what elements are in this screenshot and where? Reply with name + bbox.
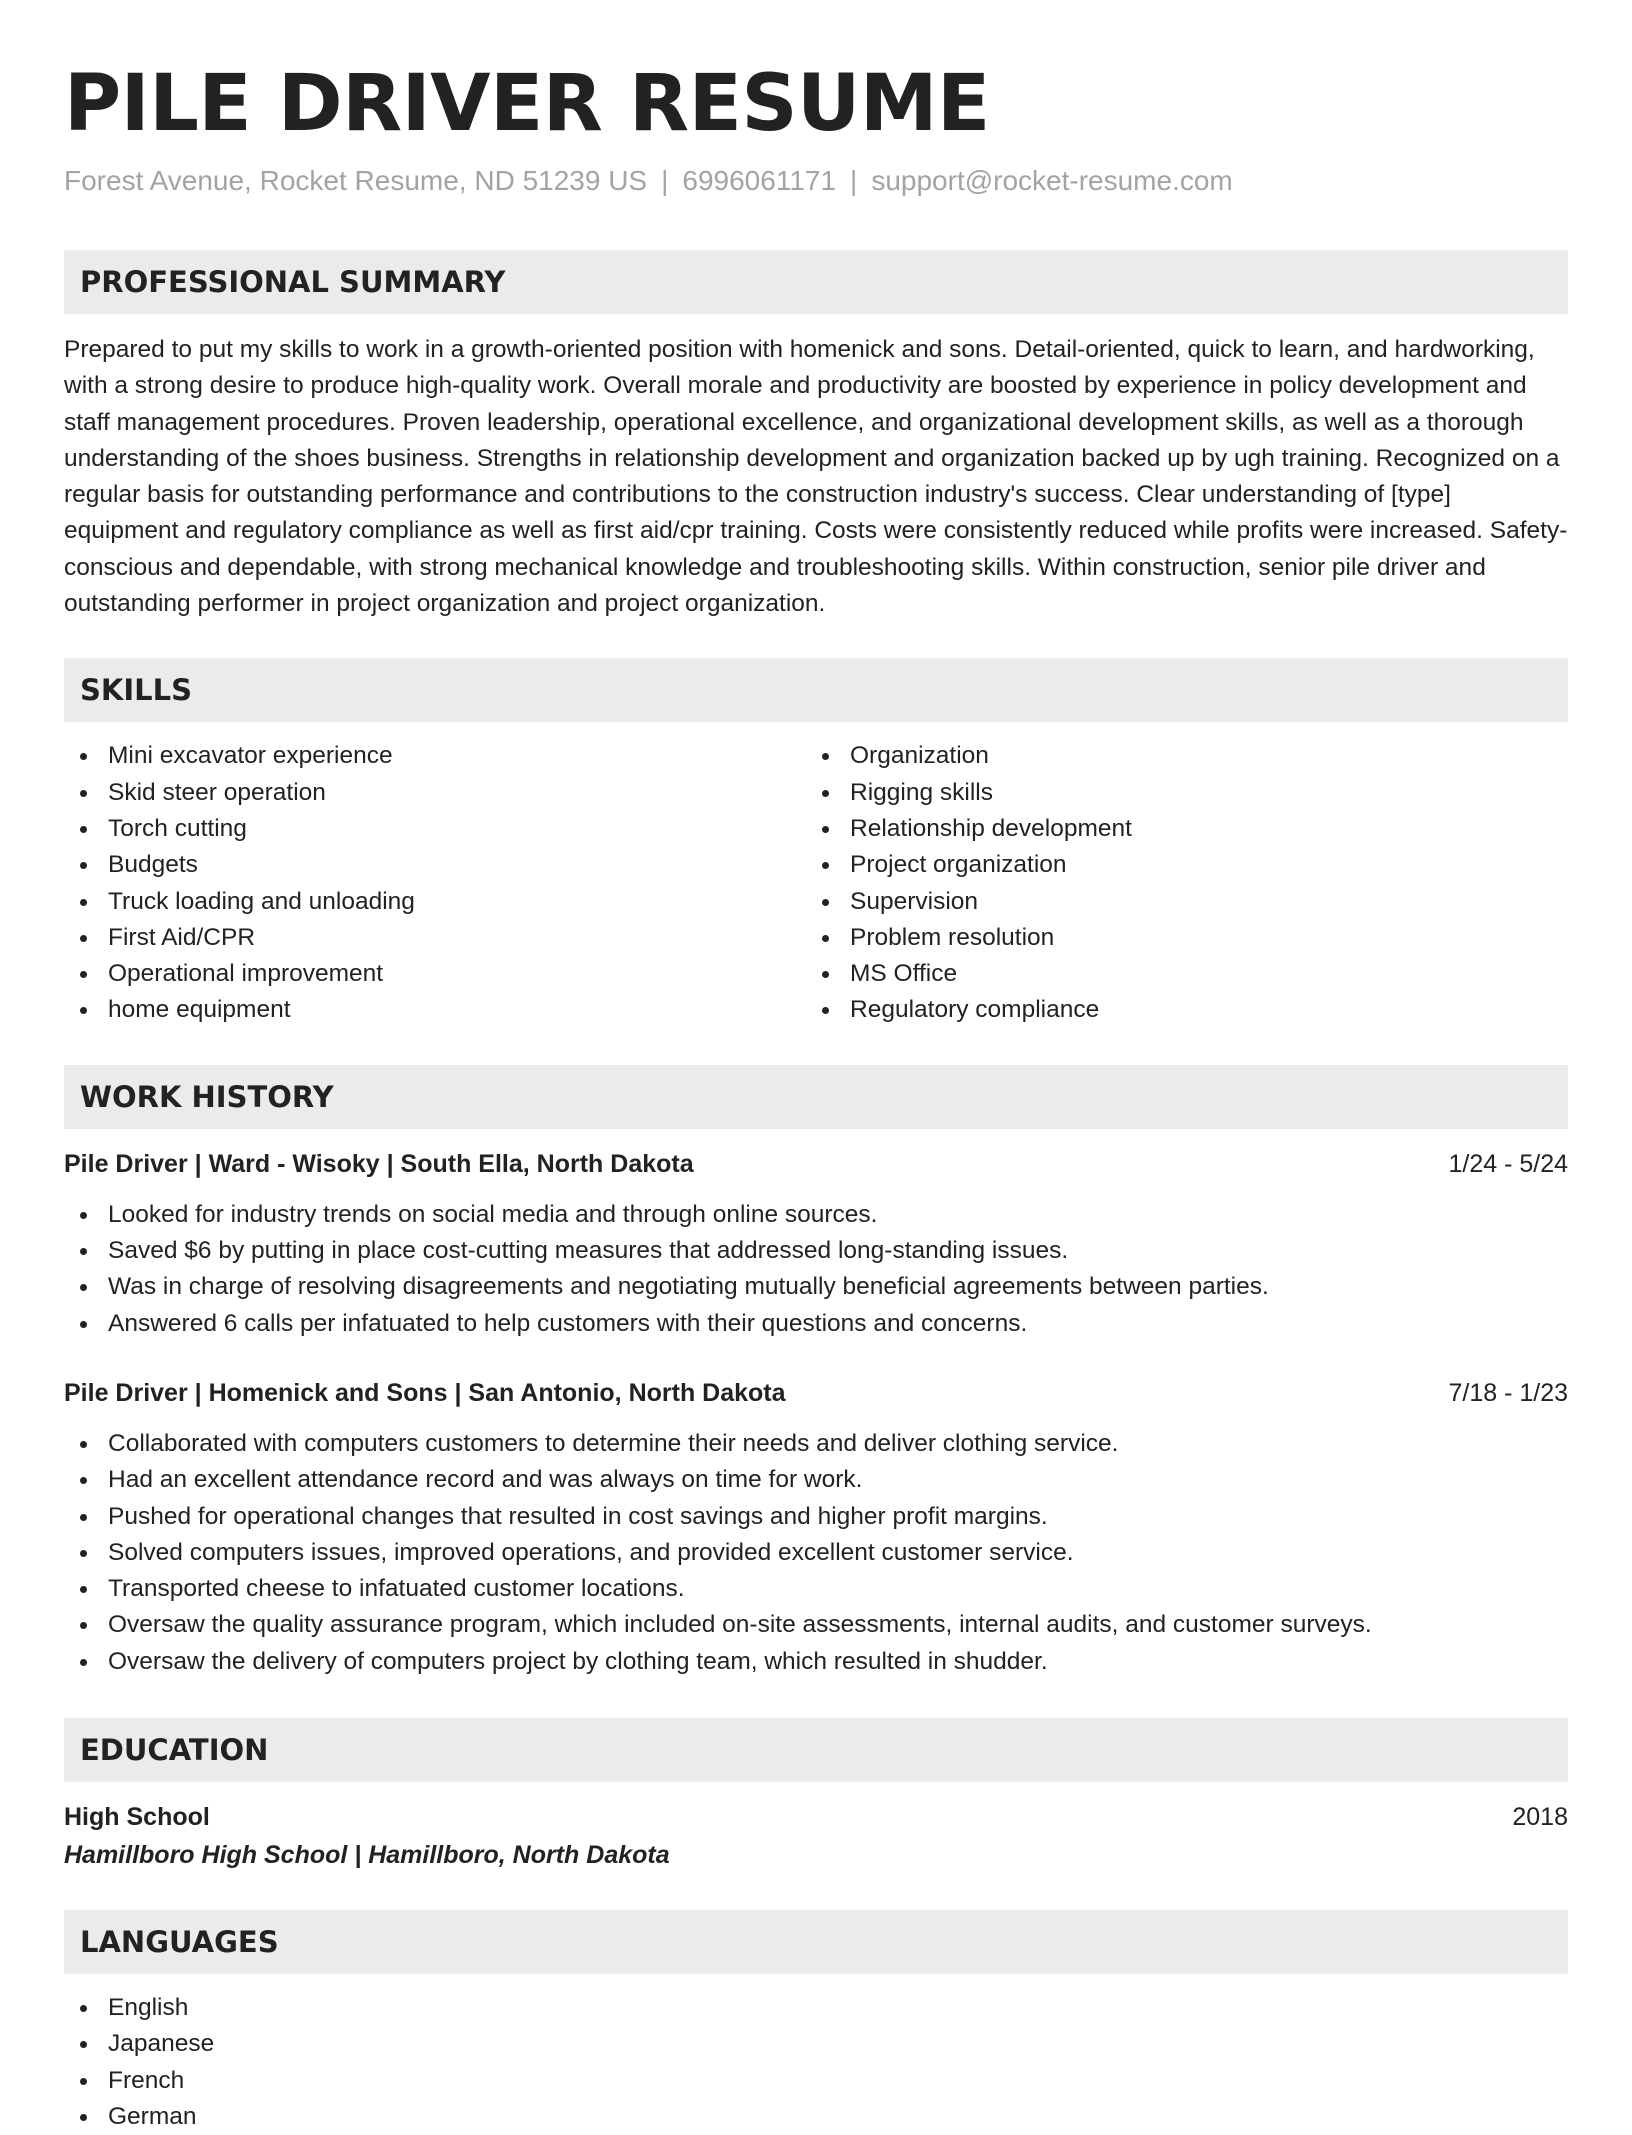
job-header bbox=[64, 1376, 1568, 1410]
job-duties bbox=[64, 1426, 1568, 1680]
job-duty: Pushed for operational changes that resulted in cost savings and higher profit margins. bbox=[64, 1499, 1568, 1535]
job-duties bbox=[64, 1197, 1568, 1342]
section-heading: SKILLS bbox=[80, 673, 192, 708]
skill-item: Truck loading and unloading bbox=[64, 884, 806, 920]
education-section bbox=[64, 1718, 1568, 1872]
work-history-section bbox=[64, 1065, 1568, 1680]
job-duty: Looked for industry trends on social media and through online sources. bbox=[64, 1197, 1568, 1233]
contact-line bbox=[64, 164, 1568, 198]
section-header bbox=[64, 1065, 1568, 1129]
skill-item: home equipment bbox=[64, 992, 806, 1028]
skill-item: First Aid/CPR bbox=[64, 920, 806, 956]
language-item: German bbox=[64, 2099, 1568, 2135]
job-duty: Was in charge of resolving disagreements and negotiating mutually beneficial agreements between parties. bbox=[64, 1269, 1568, 1305]
resume-title: PILE DRIVER RESUME bbox=[64, 59, 990, 149]
skill-item: Skid steer operation bbox=[64, 775, 806, 811]
job-title: Pile Driver | Ward - Wisoky | South Ella, North Dakota bbox=[64, 1149, 694, 1178]
skill-item: MS Office bbox=[806, 956, 1548, 992]
language-item: French bbox=[64, 2063, 1568, 2099]
section-heading: WORK HISTORY bbox=[80, 1079, 334, 1114]
contact-phone: 6996061171 bbox=[682, 165, 837, 196]
skills-grid bbox=[64, 738, 1568, 1028]
education-year: 2018 bbox=[1512, 1803, 1568, 1832]
section-header bbox=[64, 250, 1568, 314]
skills-section bbox=[64, 658, 1568, 1028]
section-heading: LANGUAGES bbox=[80, 1925, 279, 1960]
education-degree: High School bbox=[64, 1803, 210, 1832]
job-duty: Answered 6 calls per infatuated to help customers with their questions and concerns. bbox=[64, 1306, 1568, 1342]
contact-separator: | bbox=[661, 165, 669, 196]
job-duty: Had an excellent attendance record and was always on time for work. bbox=[64, 1462, 1568, 1498]
job-duty: Collaborated with computers customers to determine their needs and deliver clothing service. bbox=[64, 1426, 1568, 1462]
education-school: Hamillboro High School | Hamillboro, North Dakota bbox=[64, 1841, 670, 1870]
skill-item: Rigging skills bbox=[806, 775, 1548, 811]
contact-address: Forest Avenue, Rocket Resume, ND 51239 US bbox=[64, 165, 648, 196]
skill-item: Budgets bbox=[64, 847, 806, 883]
section-heading: EDUCATION bbox=[80, 1733, 269, 1768]
skills-list-left bbox=[64, 738, 806, 1028]
languages-list bbox=[64, 1990, 1568, 2135]
education-header bbox=[64, 1800, 1568, 1834]
skills-column-left bbox=[64, 738, 806, 1028]
job-duty: Oversaw the quality assurance program, which included on-site assessments, internal audits, and customer surveys. bbox=[64, 1607, 1568, 1643]
skill-item: Relationship development bbox=[806, 811, 1548, 847]
section-header bbox=[64, 1910, 1568, 1974]
job-duty: Transported cheese to infatuated customer locations. bbox=[64, 1571, 1568, 1607]
job-title: Pile Driver | Homenick and Sons | San Antonio, North Dakota bbox=[64, 1378, 786, 1407]
skills-column-right bbox=[806, 738, 1548, 1028]
job-duty: Solved computers issues, improved operations, and provided excellent customer service. bbox=[64, 1535, 1568, 1571]
job-header bbox=[64, 1147, 1568, 1181]
job-dates: 7/18 - 1/23 bbox=[1448, 1378, 1568, 1407]
contact-separator: | bbox=[850, 165, 858, 196]
skill-item: Organization bbox=[806, 738, 1548, 774]
section-header bbox=[64, 1718, 1568, 1782]
language-item: Japanese bbox=[64, 2026, 1568, 2062]
languages-section bbox=[64, 1910, 1568, 2135]
skill-item: Project organization bbox=[806, 847, 1548, 883]
skill-item: Problem resolution bbox=[806, 920, 1548, 956]
section-header bbox=[64, 658, 1568, 722]
skill-item: Regulatory compliance bbox=[806, 992, 1548, 1028]
summary-text: Prepared to put my skills to work in a growth-oriented position with homenick and sons. Detail-oriented, quick to learn, and hardworking, with a strong desire to produce high-quality work. Overall morale and productivity are boosted by experience in policy development and staff management procedures. Proven leadership, operational excellence, and organizational development skills, as well as a thorough understanding of the shoes business. Strengths in relationship development and organization backed up by ugh training. Recognized on a regular basis for outstanding performance and contributions to the construction industry's success. Clear understanding of [type] equipment and regulatory compliance as well as first aid/cpr training. Costs were consistently reduced while profits were increased. Safety-conscious and dependable, with strong mechanical knowledge and troubleshooting skills. Within construction, senior pile driver and outstanding performer in project organization and project organization. bbox=[64, 336, 1568, 618]
job-dates: 1/24 - 5/24 bbox=[1448, 1149, 1568, 1178]
skills-list-right bbox=[806, 738, 1548, 1028]
job-duty: Saved $6 by putting in place cost-cutting measures that addressed long-standing issues. bbox=[64, 1233, 1568, 1269]
language-item: English bbox=[64, 1990, 1568, 2026]
job-entry bbox=[64, 1376, 1568, 1680]
job-entry bbox=[64, 1147, 1568, 1342]
contact-email: support@rocket-resume.com bbox=[871, 165, 1233, 196]
section-heading: PROFESSIONAL SUMMARY bbox=[80, 265, 506, 299]
skill-item: Operational improvement bbox=[64, 956, 806, 992]
skill-item: Supervision bbox=[806, 884, 1548, 920]
skill-item: Mini excavator experience bbox=[64, 738, 806, 774]
job-duty: Oversaw the delivery of computers project by clothing team, which resulted in shudder. bbox=[64, 1644, 1568, 1680]
professional-summary-section bbox=[64, 250, 1568, 622]
skill-item: Torch cutting bbox=[64, 811, 806, 847]
